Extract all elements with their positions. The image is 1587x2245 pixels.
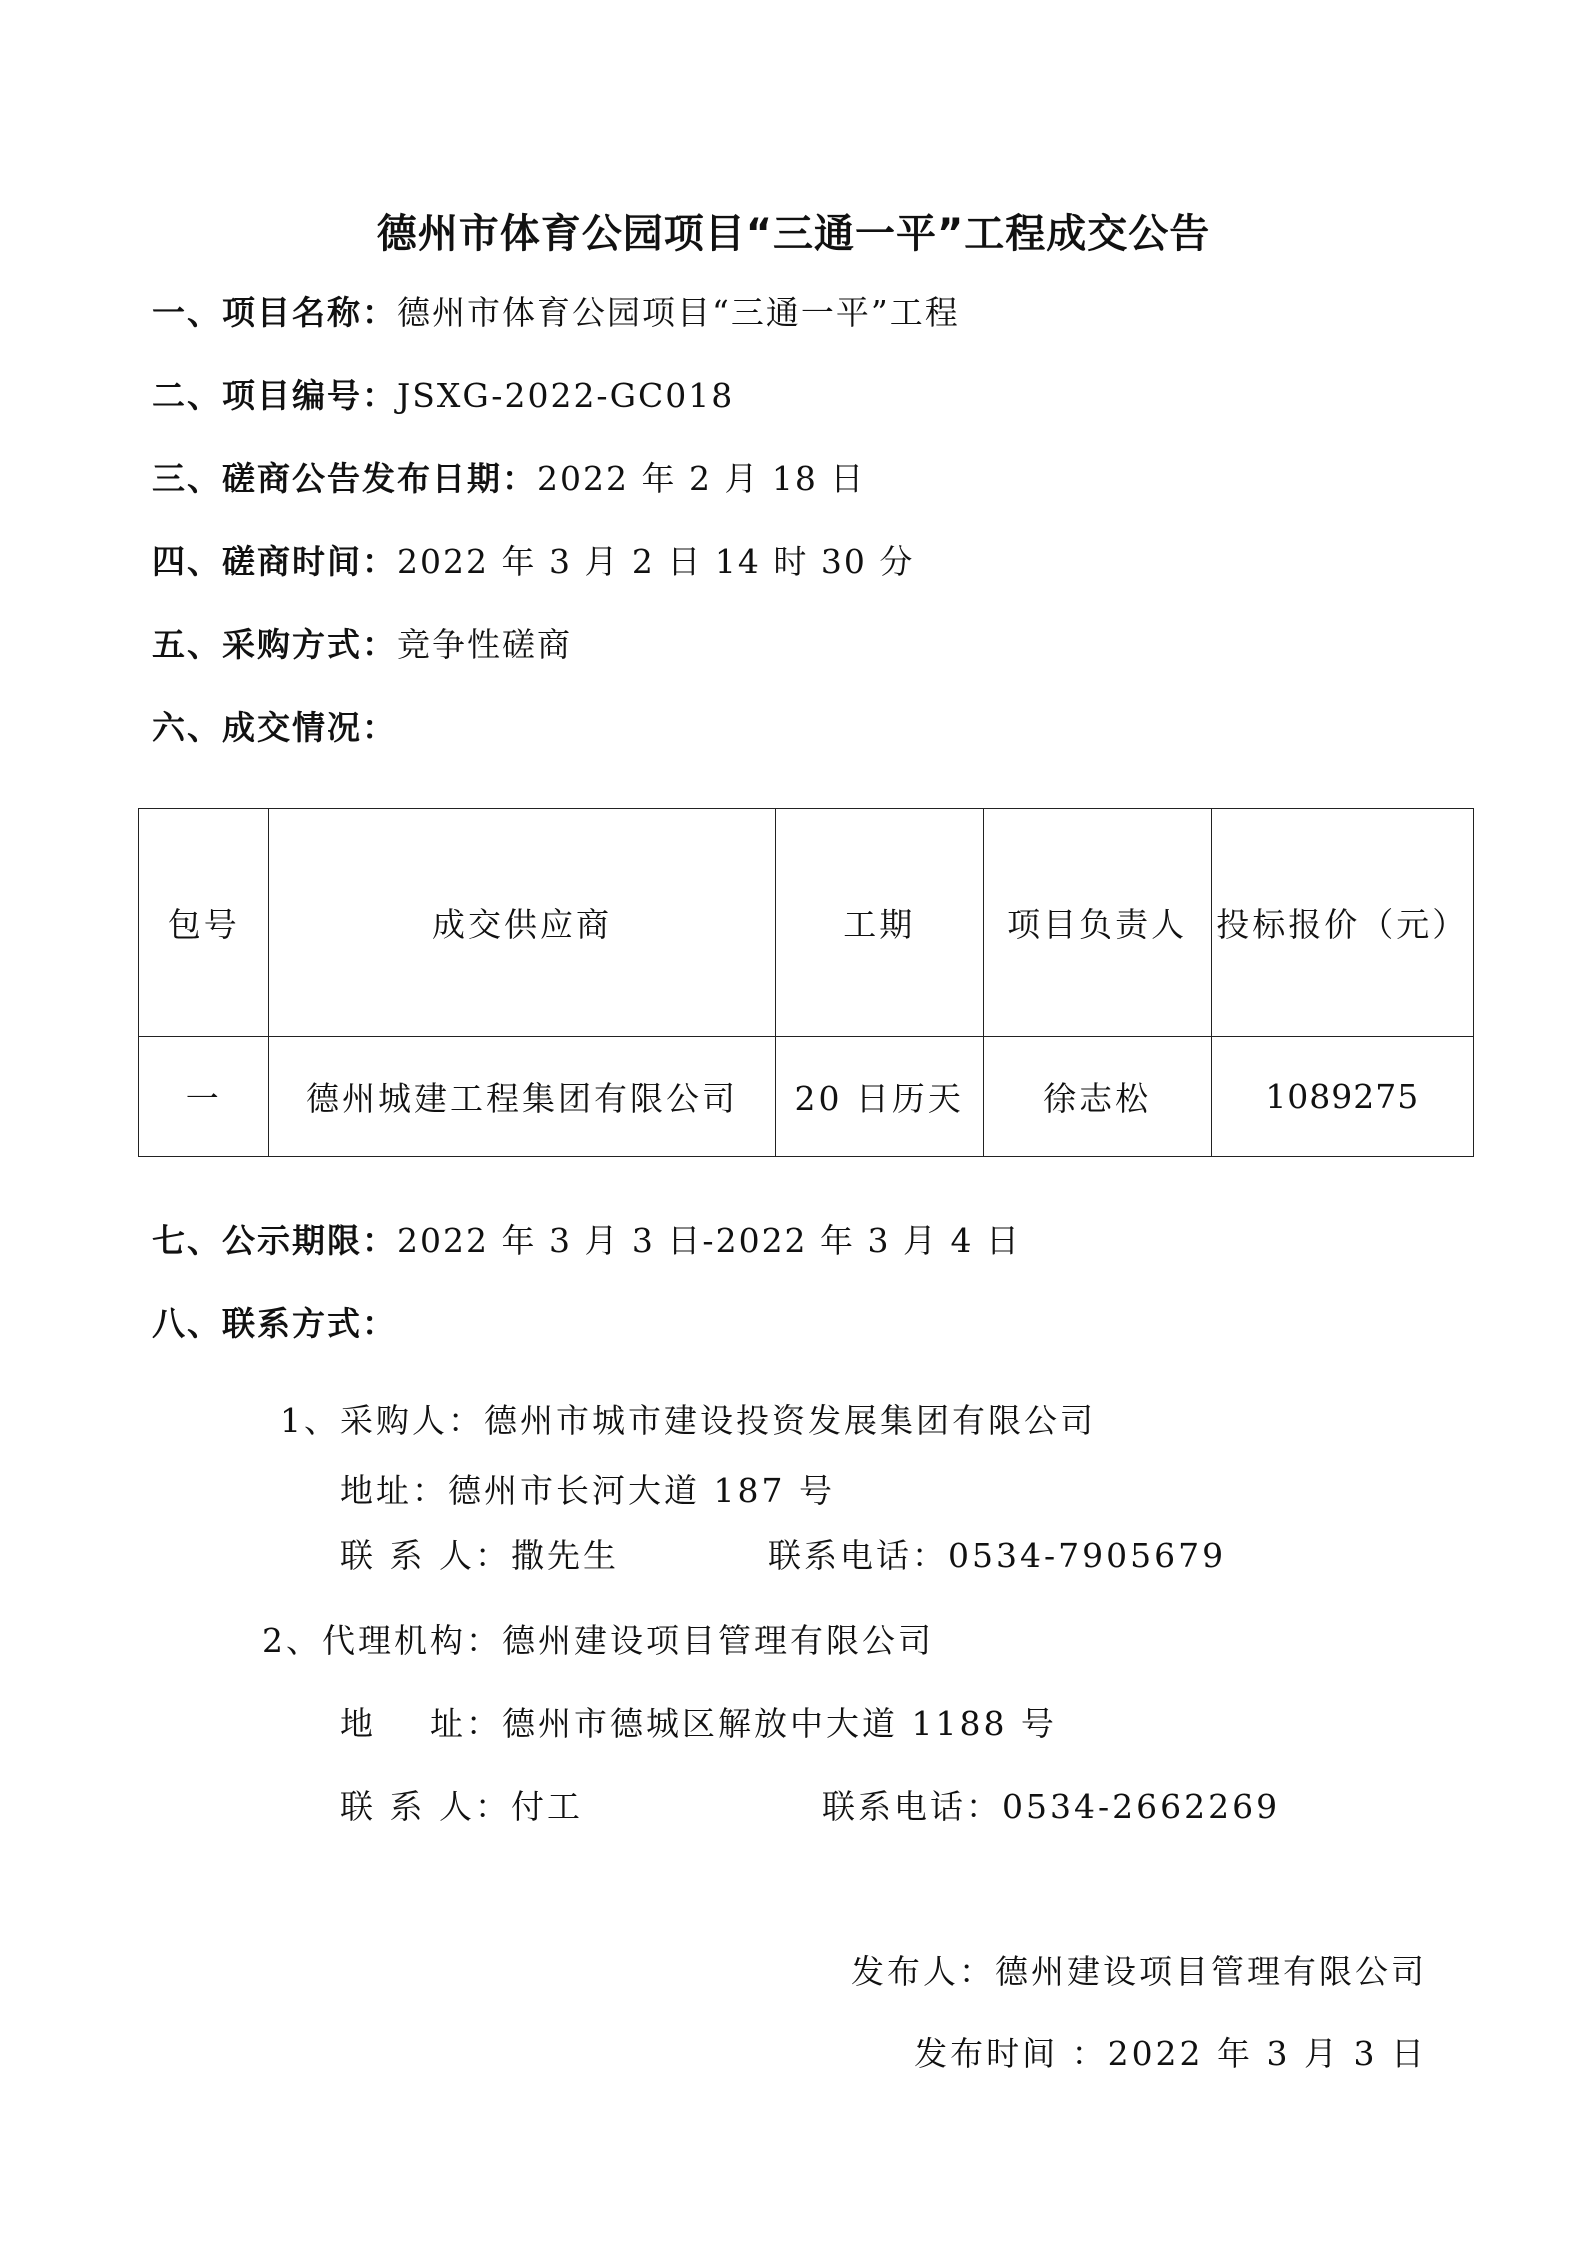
agency-address-line bbox=[340, 1702, 1057, 1746]
item-announcement-date bbox=[152, 457, 865, 501]
item-project-name bbox=[152, 291, 960, 335]
document-title: 德州市体育公园项目“三通一平”工程成交公告 bbox=[376, 211, 1211, 257]
item-label: 二、项目编号： bbox=[152, 376, 397, 415]
cell-project-manager: 徐志松 bbox=[983, 1037, 1211, 1157]
cell-duration: 20 日历天 bbox=[775, 1037, 983, 1157]
item-label: 一、项目名称： bbox=[152, 293, 397, 332]
item-value: 2022 年 3 月 3 日-2022 年 3 月 4 日 bbox=[397, 1221, 1021, 1260]
item-value: JSXG-2022-GC018 bbox=[397, 376, 735, 415]
agency-heading: 2、代理机构：德州建设项目管理有限公司 bbox=[262, 1621, 934, 1660]
item-label: 七、公示期限： bbox=[152, 1221, 397, 1260]
table-header-row bbox=[139, 809, 1474, 1037]
cell-package-number: 一 bbox=[139, 1037, 269, 1157]
publisher: 发布人：德州建设项目管理有限公司 bbox=[851, 1952, 1427, 1991]
item-label: 八、联系方式： bbox=[152, 1304, 397, 1343]
publish-time: 发布时间 ：2022 年 3 月 3 日 bbox=[914, 2034, 1427, 2073]
item-label: 六、成交情况： bbox=[152, 708, 397, 747]
item-publicity-period bbox=[152, 1219, 1021, 1263]
agency-contact-phone: 联系电话：0534-2662269 bbox=[822, 1787, 1281, 1826]
header-duration: 工期 bbox=[775, 809, 983, 1037]
item-label: 五、采购方式： bbox=[152, 625, 397, 664]
item-negotiation-time bbox=[152, 540, 914, 584]
item-value: 竞争性磋商 bbox=[397, 625, 572, 664]
cell-supplier: 德州城建工程集团有限公司 bbox=[269, 1037, 775, 1157]
header-bid-price: 投标报价（元） bbox=[1211, 809, 1473, 1037]
agency-address: 德州市德城区解放中大道 1188 号 bbox=[501, 1704, 1057, 1743]
purchaser-contact-phone: 联系电话：0534-7905679 bbox=[768, 1536, 1227, 1575]
purchaser-contact-person: 联 系 人：撒先生 bbox=[340, 1536, 619, 1575]
item-value: 德州市体育公园项目“三通一平”工程 bbox=[397, 293, 960, 332]
item-value: 2022 年 3 月 2 日 14 时 30 分 bbox=[397, 542, 915, 581]
header-project-manager: 项目负责人 bbox=[983, 809, 1211, 1037]
item-contact-info bbox=[152, 1302, 397, 1346]
item-value: 2022 年 2 月 18 日 bbox=[537, 459, 866, 498]
agency-contact-person: 联 系 人：付工 bbox=[340, 1787, 583, 1826]
header-supplier: 成交供应商 bbox=[269, 809, 775, 1037]
table-row bbox=[139, 1037, 1474, 1157]
purchaser-heading: 1、采购人：德州市城市建设投资发展集团有限公司 bbox=[280, 1401, 1096, 1440]
item-project-number bbox=[152, 374, 734, 418]
item-procurement-method bbox=[152, 623, 572, 667]
item-label: 四、磋商时间： bbox=[152, 542, 397, 581]
cell-bid-price: 1089275 bbox=[1211, 1037, 1473, 1157]
purchaser-address: 地址：德州市长河大道 187 号 bbox=[340, 1471, 835, 1510]
header-package-number: 包号 bbox=[139, 809, 269, 1037]
item-label: 三、磋商公告发布日期： bbox=[152, 459, 537, 498]
transaction-table bbox=[138, 808, 1474, 1157]
agency-address-label: 地 址： bbox=[340, 1704, 502, 1743]
item-transaction-status bbox=[152, 706, 397, 750]
